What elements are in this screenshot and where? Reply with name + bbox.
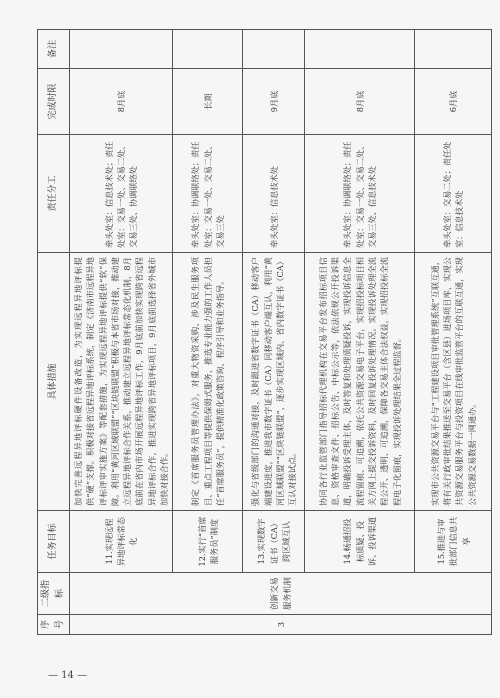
header-deadline: 完成时限 <box>38 69 70 135</box>
task-cell: 14.畅通招投标质疑、投诉、投诉渠道 <box>305 511 415 573</box>
header-division: 责任分工 <box>38 135 70 253</box>
table-row <box>305 30 415 635</box>
task-cell: 11.实现远程异地评标常态化 <box>70 511 173 573</box>
group-seq: 3 <box>70 615 492 635</box>
division-cell: 牵头处室：协调联络处；责任处室：交易一处、交易二处、交易三处 <box>173 135 243 253</box>
task-cell: 13.实现数字证书（CA）跨区域互认 <box>243 511 305 573</box>
note-cell <box>243 30 305 69</box>
measure-cell: 强化与省级部门的沟通对接，及时跟进省数字证书（CA）移动客户端建设进度，推进我市数字证书（CA）同移动客户端互认，利用“黄河区域联盟”“区块链联盟”，逐步实现区域内、省内数字证书（CA）互认对接试点。 <box>243 253 305 511</box>
deadline-cell: 长期 <box>173 69 243 135</box>
note-cell <box>70 30 173 69</box>
note-cell <box>173 30 243 69</box>
work-plan-table <box>37 29 492 635</box>
task-cell: 12.实行“首席服务员”制度 <box>173 511 243 573</box>
header-level2: 二级指标 <box>38 573 70 615</box>
measure-cell: 协同各行业监管部门指导招标代理机构在交易平台发布招标项目信息、资格审查文件、招标公告、中标公示等，依法依规公开投诉渠道，明确投诉受理主体，及时答复和处理质疑投诉，实现投诉信息全流程留痕、可追溯，依托公共资源交易电子平台，实现招投标项目相关方网上提交投诉资料，及时回复投诉处理情况。实现投诉处理全流程公开、透明、可追溯，保障各交易主体合法权益，实现招投标全流程电子化留痕，实现投诉处理结果全过程监督。 <box>305 253 415 511</box>
deadline-cell: 8月底 <box>70 69 173 135</box>
header-measures: 具体措施 <box>38 253 70 511</box>
deadline-cell: 8月底 <box>305 69 415 135</box>
division-cell: 牵头处室：协调联络处；责任处室：交易一处、交易二处、交易三处、信息技术处 <box>305 135 415 253</box>
table-row <box>173 30 243 635</box>
measure-cell: 加快完善远程异地评标硬件设备改造，为实现远程异地评标提供“硬”支撑。积极对接省远程异地评标系统，制定《济南市远程异地评标评审实施方案》等配套措施，为实现远程异地评标提供“软”保障。利用“黄河区域联盟”“区块链联盟”积极与本省市场对接，推动建立远程异地评标合作关系，推动建立远程异地评标常态化机制，8月底前在省内市场开展远程异地评标工作，9月底前加快实现跨省远程异地评标合作，推进实现跨省异地评标项目，9月底前选择省外城市加快对接合作。 <box>70 253 173 511</box>
header-note: 备注 <box>38 30 70 69</box>
note-cell <box>305 30 415 69</box>
table-row <box>70 30 173 635</box>
deadline-cell: 9月底 <box>243 69 305 135</box>
measure-cell: 制定《首席服务员管理办法》，对重大物资采购、涉及民生服务项目、重点工程项目等提供保姆式服务，推选专业能力强的工作人员担任“首席服务员”，提供精准化政策咨询、程序引导和业务指导。 <box>173 253 243 511</box>
measure-cell: 实现市公共资源交易平台与“工程建设项目审批管理系统”互联互通，将有关行政审批结果推送至交易平台（含区县）进场项目库，实现公共资源交易服务平台与投资项目在线审批监管平台的互联互通，实现公共资源交易数据一网通办。 <box>415 253 492 511</box>
group-level2: 创新交易服务机制 <box>70 573 492 615</box>
division-cell: 牵头处室：信息技术处 <box>243 135 305 253</box>
table-row <box>415 30 492 635</box>
division-cell: 牵头处室：信息技术处；责任处室：交易一处、交易二处、交易三处、协调联络处 <box>70 135 173 253</box>
deadline-cell: 6月底 <box>415 69 492 135</box>
note-cell <box>415 30 492 69</box>
rotated-table-container <box>37 30 477 635</box>
header-seq: 序号 <box>38 615 70 635</box>
table-header-row <box>38 30 70 635</box>
page-number: — 14 — <box>48 670 88 681</box>
task-cell: 15.推进与审批部门信息共享 <box>415 511 492 573</box>
header-task: 任务目标 <box>38 511 70 573</box>
division-cell: 牵头处室：交易二处；责任处室：信息技术处 <box>415 135 492 253</box>
table-row <box>243 30 305 635</box>
